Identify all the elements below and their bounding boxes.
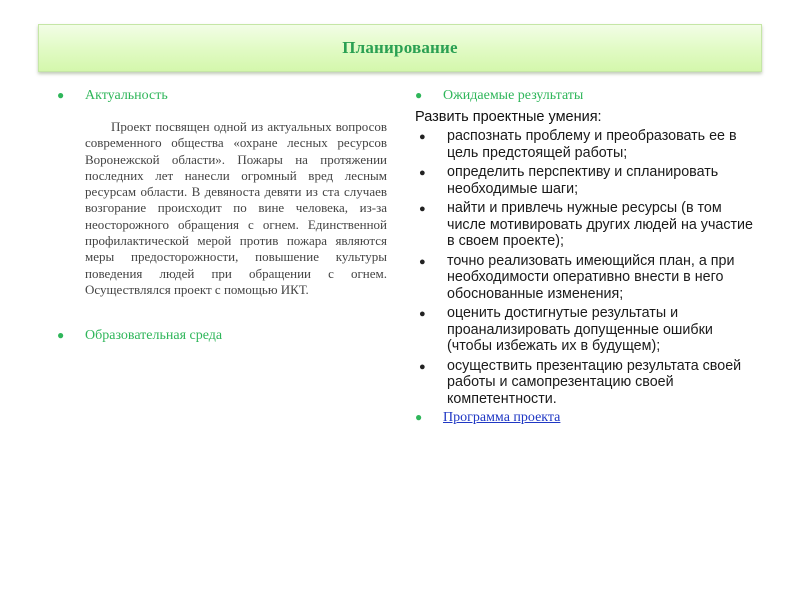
bullet-icon: ● [419, 360, 426, 373]
list-item: ● найти и привлечь нужные ресурсы (в том числе мотивировать других людей на участие в своем проекте); [415, 200, 760, 250]
heading-expected-results [415, 88, 760, 104]
heading-relevance [57, 88, 387, 104]
relevance-paragraph: Проект посвящен одной из актуальных вопросов современного общества «охране лесных ресурсов Воронежской области». Пожары на протяжении последних лет нанесли огромный вред лесным ресурсам области. В девяноста девяти из ста случаев возгорание происходит по вине человека, из-за неосторожного обращения с огнем. Единственной профилактической мерой против пожара являются меры предосторожности, повышение культуры поведения людей при обращении с огнем. Осуществлялся проект с помощью ИКТ. [85, 119, 387, 297]
list-item: ● осуществить презентацию результата своей работы и самопрезентацию своей компетентности. [415, 358, 760, 408]
heading-relevance-label: Актуальность [85, 88, 168, 103]
bullet-icon: ● [419, 131, 426, 143]
heading-expected-results-label: Ожидаемые результаты [443, 88, 584, 103]
bullet-icon: ● [419, 203, 426, 215]
skills-intro: Развить проектные умения: [415, 109, 602, 125]
program-link-row [415, 410, 760, 426]
skills-list [415, 128, 760, 407]
bullet-icon: ● [415, 88, 423, 102]
list-item: ● точно реализовать имеющийся план, а при необходимости оперативно внести в него обоснованные изменения; [415, 253, 760, 303]
page-title: Планирование [342, 38, 458, 57]
list-item: ● распознать проблему и преобразовать ее в цель предстоящей работы; [415, 128, 760, 161]
right-column [415, 88, 760, 426]
title-banner [38, 24, 762, 72]
list-item: ● определить перспективу и спланировать необходимые шаги; [415, 164, 760, 197]
heading-environment-label: Образовательная среда [85, 328, 223, 344]
program-link[interactable]: Программа проекта [443, 410, 561, 425]
heading-environment [57, 328, 387, 344]
bullet-icon: ● [419, 167, 426, 179]
list-item: ● оценить достигнутые результаты и проанализировать допущенные ошибки (чтобы избежать их в будущем); [415, 305, 760, 355]
bullet-icon: ● [415, 410, 423, 424]
bullet-icon: ● [419, 255, 426, 268]
bullet-icon: ● [57, 328, 65, 343]
bullet-icon: ● [57, 88, 65, 102]
bullet-icon: ● [419, 308, 426, 320]
left-column [57, 88, 387, 344]
